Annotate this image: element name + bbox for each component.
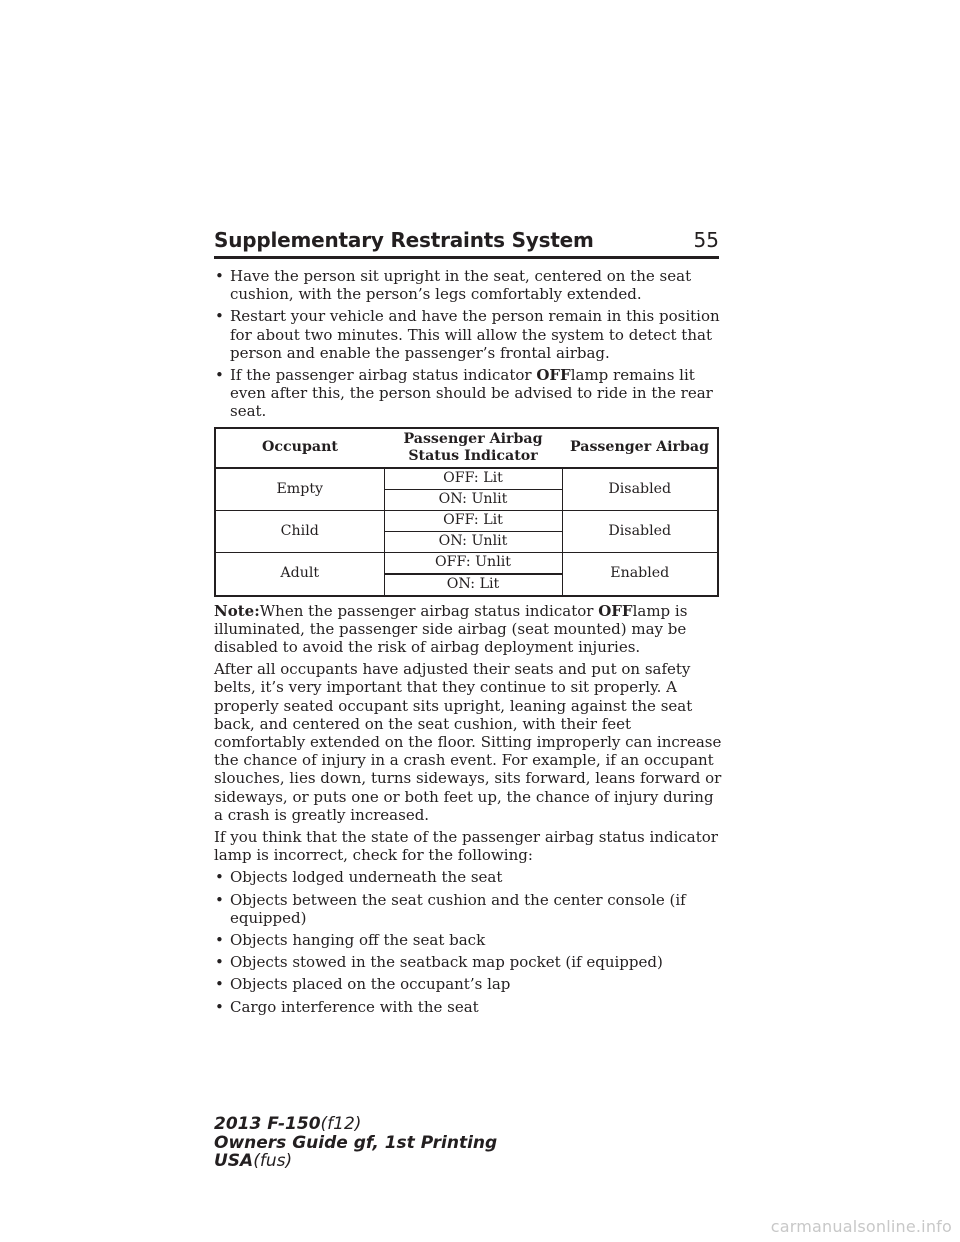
header-divider <box>214 256 719 259</box>
indicator-cell: OFF: Lit <box>384 510 562 531</box>
bullet-item <box>214 953 722 971</box>
bullet-text: Restart your vehicle and have the person remain in this position for about two minutes. This will allow the system to detect that person and enable the passenger’s frontal airbag. <box>230 307 720 362</box>
column-header-indicator: Passenger Airbag Status Indicator <box>384 428 562 468</box>
bullet-text-post: lamp remains lit even after this, the person should be advised to ride in the rear seat. <box>230 366 713 421</box>
bullet-text-bold: OFF <box>536 366 571 385</box>
bullet-item <box>214 975 722 993</box>
airbag-cell: Enabled <box>562 552 718 596</box>
airbag-cell: Disabled <box>562 468 718 511</box>
bullet-icon: • <box>215 307 224 326</box>
bullet-icon: • <box>215 366 224 385</box>
indicator-cell: ON: Lit <box>384 574 562 596</box>
bullet-item <box>214 868 722 886</box>
bullet-item <box>214 267 722 303</box>
note-text-pre: When the passenger airbag status indicator <box>259 601 599 620</box>
column-header-airbag: Passenger Airbag <box>562 428 718 468</box>
body-paragraph: After all occupants have adjusted their seats and put on safety belts, it’s very important that they continue to sit properly. A properly seated occupant sits upright, leaning against the seat back, and centered on the seat cushion, with their feet comfortably extended on the floor. Sitting improperly can increase the chance of injury in a crash event. For example, if an occupant slouches, lies down, turns sideways, sits forward, leans forward or sideways, or puts one or both feet up, the chance of injury during a crash is greatly increased. <box>214 660 722 824</box>
indicator-cell: OFF: Lit <box>384 468 562 490</box>
footer-model: 2013 F-150 <box>214 1114 321 1134</box>
bullet-text: Objects stowed in the seatback map pocket (if equipped) <box>230 953 663 972</box>
note-paragraph <box>214 602 722 657</box>
bullet-text-pre: If the passenger airbag status indicator <box>230 366 537 385</box>
bullet-item <box>214 931 722 949</box>
bullet-icon: • <box>215 975 224 994</box>
bullet-icon: • <box>215 267 224 285</box>
body-paragraph: If you think that the state of the passenger airbag status indicator lamp is incorrect, check for the following: <box>214 828 718 865</box>
bullet-icon: • <box>215 931 224 950</box>
bullet-item <box>214 307 722 362</box>
bullet-text: Objects placed on the occupant’s lap <box>230 975 511 994</box>
page-header <box>214 228 719 252</box>
document-footer <box>214 1115 497 1171</box>
footer-line <box>214 1115 497 1134</box>
occupant-cell: Adult <box>215 552 384 596</box>
bullet-item <box>214 366 722 421</box>
indicator-cell: OFF: Unlit <box>384 552 562 574</box>
bullet-text: Objects lodged underneath the seat <box>230 868 503 887</box>
footer-model-code: (f12) <box>320 1114 362 1134</box>
note-text-bold: OFF <box>598 601 633 620</box>
bullet-icon: • <box>215 868 224 887</box>
footer-line <box>214 1152 497 1171</box>
occupant-cell: Empty <box>215 468 384 511</box>
note-text-post: lamp is illuminated, the passenger side airbag (seat mounted) may be disabled to avoid the risk of airbag deployment injuries. <box>214 601 688 657</box>
note-label: Note: <box>214 601 260 620</box>
bullet-icon: • <box>215 953 224 972</box>
table-header-row <box>215 428 718 468</box>
airbag-cell: Disabled <box>562 510 718 552</box>
airbag-status-table <box>214 427 719 597</box>
footer-market: USA <box>214 1151 254 1171</box>
bullet-icon: • <box>215 890 224 909</box>
occupant-cell: Child <box>215 510 384 552</box>
table-row <box>215 468 718 490</box>
bullet-text: Objects hanging off the seat back <box>230 931 486 950</box>
column-header-occupant: Occupant <box>215 428 384 468</box>
bullet-item <box>214 998 722 1016</box>
indicator-cell: ON: Unlit <box>384 489 562 510</box>
footer-market-code: (fus) <box>253 1151 293 1171</box>
footer-line <box>214 1134 497 1153</box>
footer-guide: Owners Guide gf, 1st Printing <box>214 1132 498 1153</box>
bullet-text: Objects between the seat cushion and the center console (if equipped) <box>230 890 686 927</box>
page-body <box>214 267 722 1020</box>
watermark: carmanualsonline.info <box>770 1217 952 1236</box>
table-row <box>215 552 718 574</box>
bullet-icon: • <box>215 997 224 1016</box>
bullet-item <box>214 891 722 927</box>
bullet-text: Have the person sit upright in the seat, centered on the seat cushion, with the person’s legs comfortably extended. <box>230 267 692 304</box>
table-row <box>215 510 718 531</box>
page-number: 55 <box>693 228 719 252</box>
bullet-text: Cargo interference with the seat <box>230 997 479 1016</box>
section-title: Supplementary Restraints System <box>214 228 594 252</box>
indicator-cell: ON: Unlit <box>384 531 562 552</box>
